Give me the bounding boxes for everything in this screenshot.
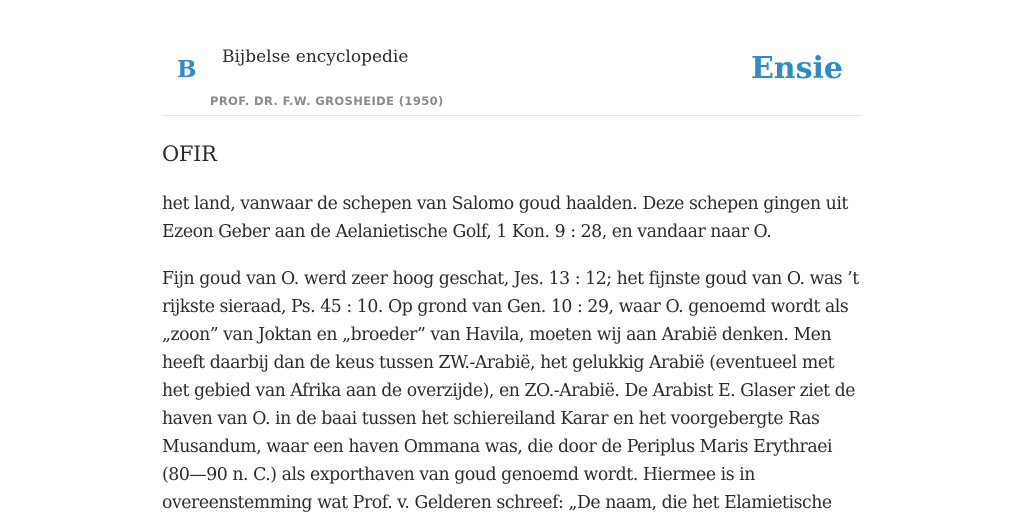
book-title[interactable]: Bijbelse encyclopedie — [222, 47, 409, 67]
ensie-logo[interactable]: Ensie — [750, 51, 843, 86]
book-author: PROF. DR. F.W. GROSHEIDE (1950) — [210, 94, 444, 108]
page — [162, 0, 862, 517]
entry-title: OFIR — [162, 142, 217, 166]
header — [162, 0, 862, 116]
entry-paragraph-2: Fijn goud van O. werd zeer hoog geschat, Jes. 13 : 12; het fijnste goud van O. was ’t rijkste sieraad, Ps. 45 : 10. Op grond van Gen. 10 : 29, waar O. genoemd wordt als „zoon” van Joktan en „broeder” van Havila, moeten wij aan Arabië denken. Men heeft daarbij dan de keus tussen ZW.-Arabië, het gelukkig Arabië (eventueel met het gebied van Afrika aan de overzijde), en ZO.-Arabië. De Arabist E. Glaser ziet de haven van O. in de baai tussen het schiereiland Karar en het voorgebergte Ras Musandum, waar een haven Ommana was, die door de Periplus Maris Erythraei (80—90 n. C.) als exporthaven van goud genoemd wordt. Hiermee is in overeenstemming wat Prof. v. Gelderen schreef: „De naam, die het Elamietische — [162, 269, 859, 513]
entry-paragraph-1: het land, vanwaar de schepen van Salomo goud haalden. Deze schepen gingen uit Ezeon Geber aan de Aelanietische Golf, 1 Kon. 9 : 28, en vandaar naar O. — [162, 194, 848, 242]
book-icon: B — [177, 56, 197, 83]
